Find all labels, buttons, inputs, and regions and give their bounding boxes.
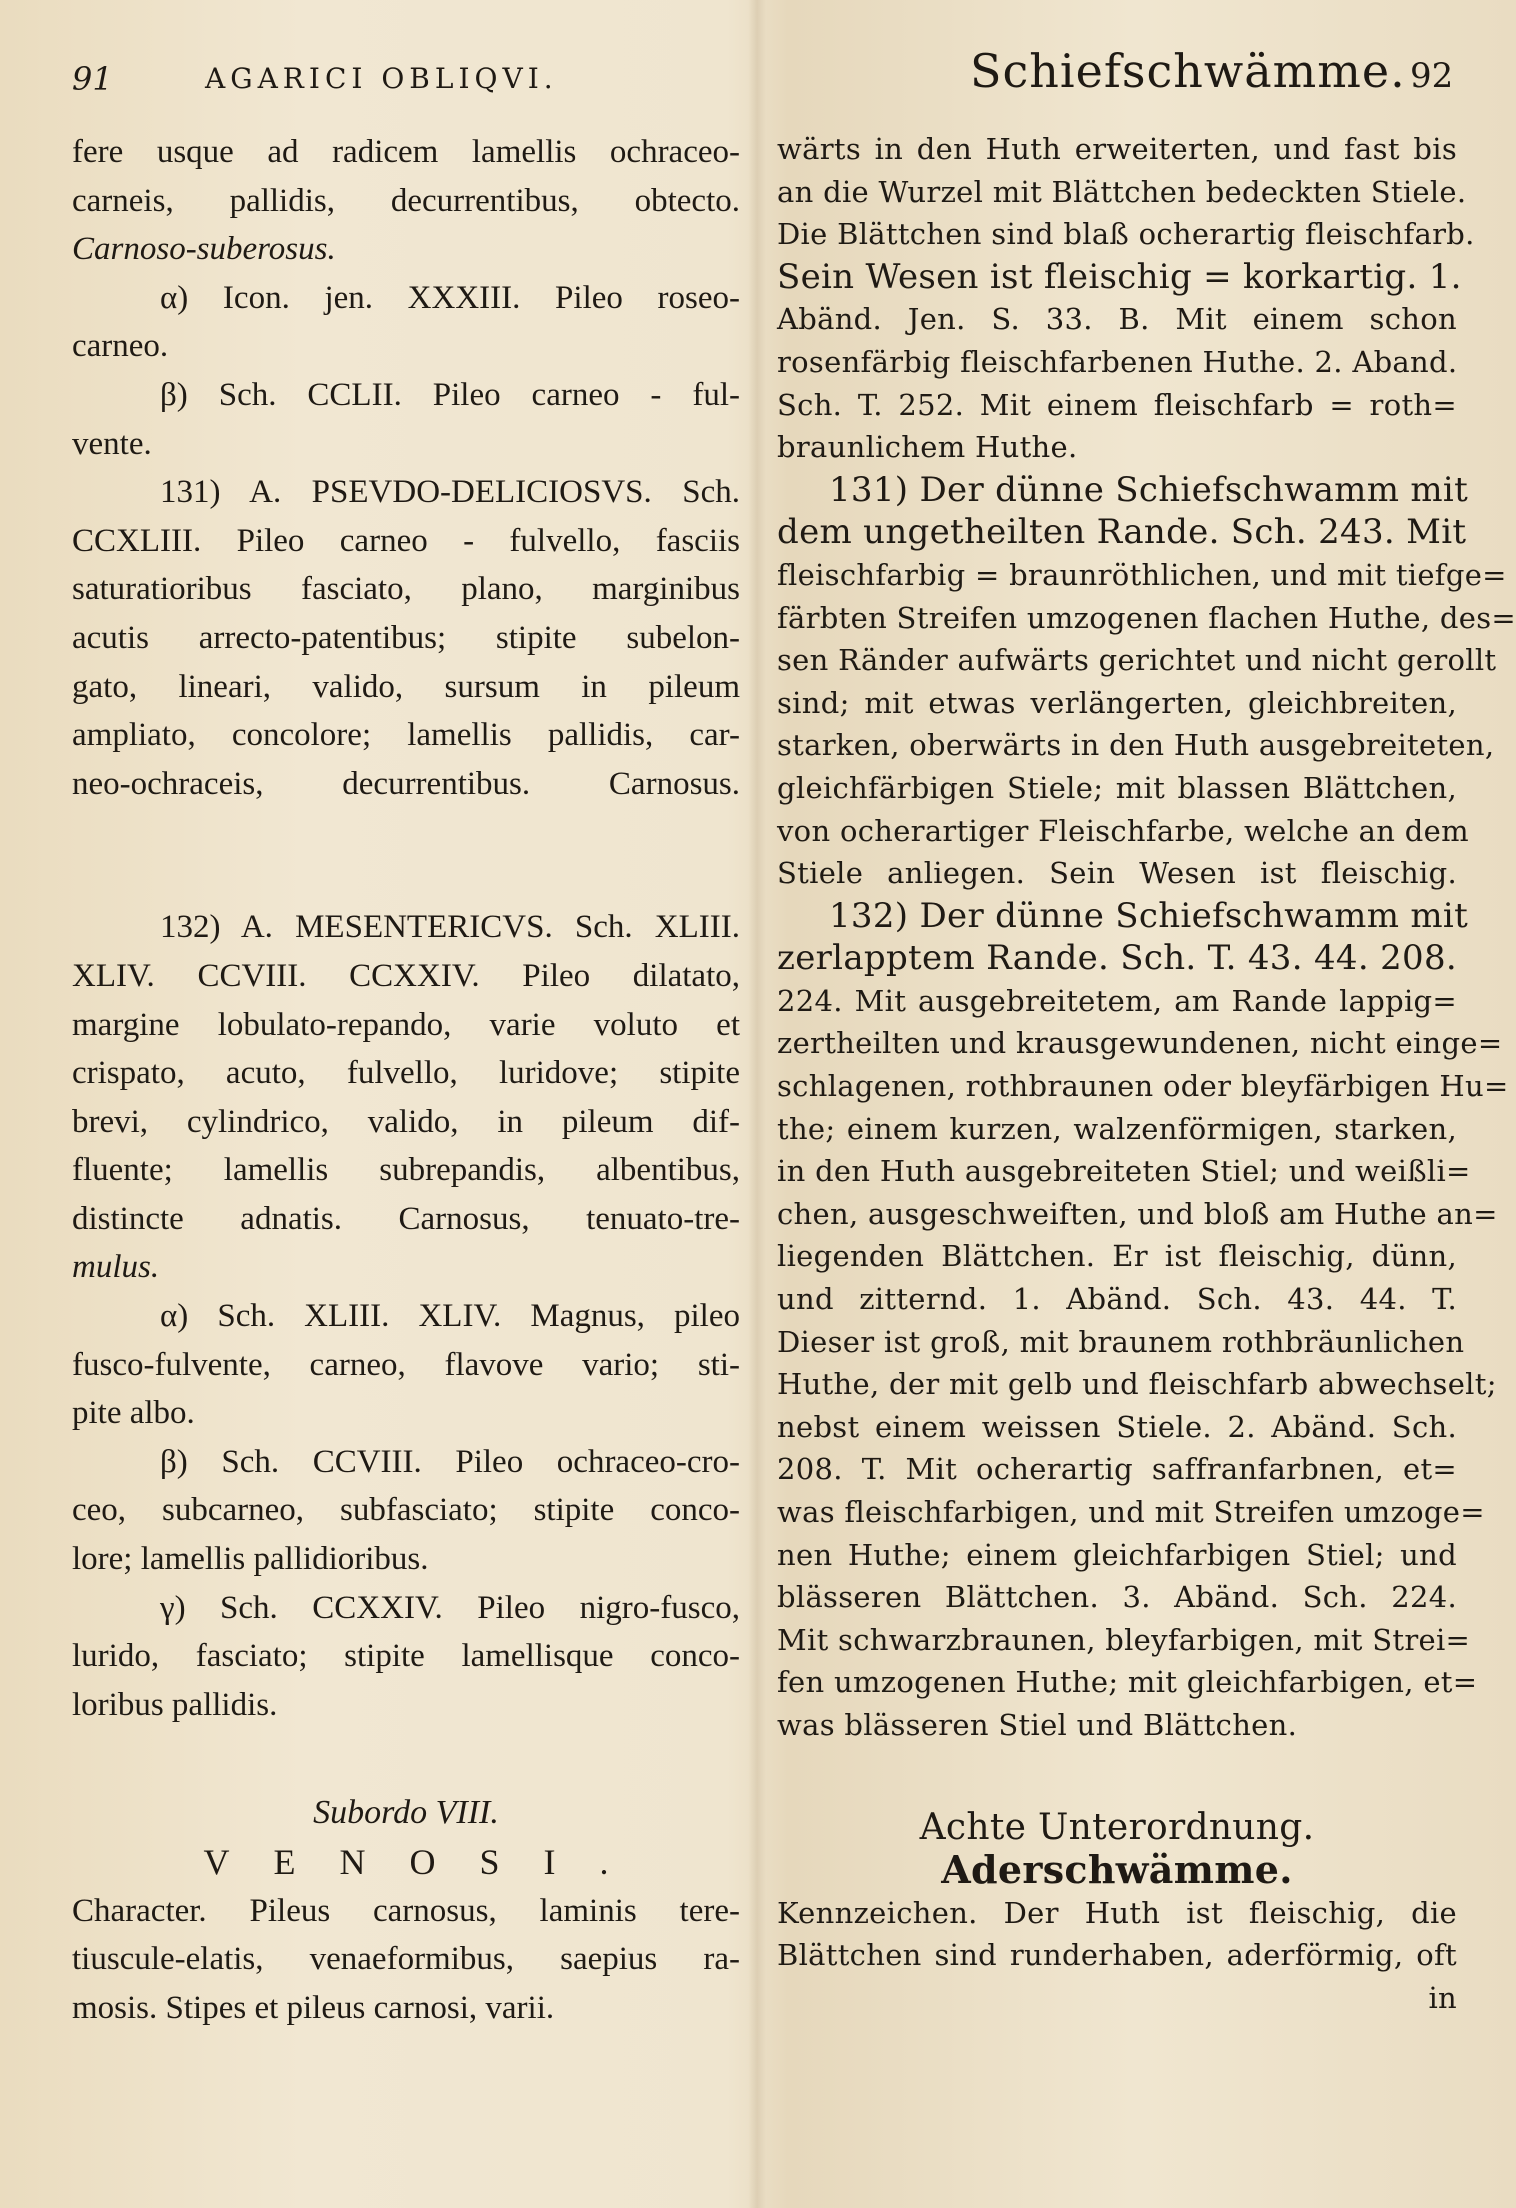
- text-line: fusco-fulvente, carneo, flavove vario; sti-: [72, 1346, 740, 1383]
- text-line: Carnoso-suberosus.: [72, 231, 336, 268]
- character-line: Character. Pileus carnosus, laminis tere-: [72, 1892, 740, 1929]
- text-line: lore; lamellis pallidioribus.: [72, 1541, 429, 1578]
- text-line: α) Sch. XLIII. XLIV. Magnus, pileo: [160, 1298, 740, 1335]
- subordo-heading: Subordo VIII.: [313, 1794, 499, 1832]
- text-line: fere usque ad radicem lamellis ochraceo-: [72, 134, 740, 170]
- text-line: β) Sch. CCVIII. Pileo ochraceo-cro-: [160, 1443, 740, 1480]
- text-line: ceo, subcarneo, subfasciato; stipite conco-: [72, 1492, 740, 1529]
- text-line: XLIV. CCVIII. CCXXIV. Pileo dilatato,: [72, 957, 740, 994]
- text-line: Abänd. Jen. S. 33. B. Mit einem schon: [777, 302, 1457, 337]
- text-line: braunlichem Huthe.: [777, 430, 1078, 465]
- text-line: mosis. Stipes et pileus carnosi, varii.: [72, 1989, 555, 2026]
- kennzeichen-line: Kennzeichen. Der Huth ist fleischig, die: [777, 1895, 1457, 1930]
- text-line: nen Huthe; einem gleichfarbigen Stiel; und: [777, 1537, 1457, 1572]
- text-line: Huthe, der mit gelb und fleischfarb abwechselt;: [777, 1367, 1497, 1402]
- page-fold-shadow: [748, 0, 766, 2208]
- text-line: fleischfarbig = braunröthlichen, und mit tiefge=: [777, 557, 1507, 592]
- text-line: liegenden Blättchen. Er ist fleischig, dünn,: [777, 1239, 1457, 1274]
- text-line: rosenfärbig fleischfarbenen Huthe. 2. Aband.: [777, 344, 1458, 379]
- text-line: acutis arrecto-patentibus; stipite subelon-: [72, 619, 740, 656]
- text-line: lurido, fasciato; stipite lamellisque conco-: [72, 1638, 740, 1675]
- text-line: Blättchen sind runderhaben, aderförmig, oft: [777, 1938, 1457, 1973]
- text-line: in den Huth ausgebreiteten Stiel; und weißli=: [777, 1154, 1471, 1189]
- section-title-venosi: VENOSI.: [203, 1842, 653, 1882]
- right-running-title: Schiefschwämme.: [970, 44, 1406, 98]
- text-line: sind; mit etwas verlängerten, gleichbreiten,: [777, 685, 1457, 720]
- left-running-title: AGARICI OBLIQVI.: [205, 62, 558, 95]
- text-line: Die Blättchen sind blaß ocherartig fleischfarb.: [777, 217, 1475, 252]
- catchword: in: [1428, 1980, 1457, 2015]
- left-page-number: 91: [72, 60, 113, 98]
- text-line: margine lobulato-repando, varie voluto et: [72, 1006, 740, 1043]
- text-line: was blässeren Stiel und Blättchen.: [777, 1707, 1298, 1742]
- text-line: blässeren Blättchen. 3. Abänd. Sch. 224.: [777, 1580, 1457, 1615]
- text-line: distincte adnatis. Carnosus, tenuato-tre-: [72, 1200, 740, 1237]
- text-line: brevi, cylindrico, valido, in pileum dif-: [72, 1103, 740, 1140]
- species-heading-131-de: 131) Der dünne Schiefschwamm mit: [829, 469, 1469, 510]
- text-line: sen Ränder aufwärts gerichtet und nicht gerollt: [777, 643, 1497, 678]
- right-column-german: [777, 128, 1516, 2020]
- text-line: starken, oberwärts in den Huth ausgebreiteten,: [777, 728, 1495, 763]
- text-line: und zitternd. 1. Abänd. Sch. 43. 44. T.: [777, 1282, 1457, 1317]
- text-line: zertheilten und krausgewundenen, nicht einge=: [777, 1026, 1503, 1061]
- text-line: carneo.: [72, 328, 169, 365]
- species-heading-132-de: 132) Der dünne Schiefschwamm mit: [829, 895, 1469, 936]
- text-line: Stiele anliegen. Sein Wesen ist fleischig.: [777, 856, 1457, 891]
- text-line: chen, ausgeschweiften, und bloß am Huthe an=: [777, 1196, 1498, 1231]
- left-column-latin: [72, 128, 740, 2032]
- text-line: fen umzogenen Huthe; mit gleichfarbigen, et=: [777, 1665, 1478, 1700]
- text-line: γ) Sch. CCXXIV. Pileo nigro-fusco,: [160, 1589, 740, 1626]
- text-line: Dieser ist groß, mit braunem rothbräunlichen: [777, 1324, 1465, 1359]
- text-line: crispato, acuto, fulvello, luridove; stipite: [72, 1055, 740, 1092]
- page-header: [60, 42, 1460, 112]
- text-line: nebst einem weissen Stiele. 2. Abänd. Sch.: [777, 1409, 1457, 1444]
- text-line: mulus.: [72, 1249, 160, 1286]
- text-line: saturatioribus fasciato, plano, marginibus: [72, 571, 740, 608]
- text-line: dem ungetheilten Rande. Sch. 243. Mit: [777, 512, 1467, 553]
- text-line: gato, lineari, valido, sursum in pileum: [72, 668, 740, 705]
- text-line: Sch. T. 252. Mit einem fleischfarb = roth=: [777, 387, 1457, 422]
- text-line: vente.: [72, 425, 152, 462]
- text-line: pite albo.: [72, 1395, 195, 1432]
- species-heading-131: 131) A. PSEVDO-DELICIOSVS. Sch.: [160, 474, 740, 511]
- section-title-aderschwaemme: Aderschwämme.: [941, 1847, 1293, 1893]
- text-line: CCXLIII. Pileo carneo - fulvello, fasciis: [72, 522, 740, 559]
- text-line: 208. T. Mit ocherartig saffranfarbnen, et=: [777, 1452, 1457, 1487]
- text-line: the; einem kurzen, walzenförmigen, starken,: [777, 1111, 1457, 1146]
- text-line: loribus pallidis.: [72, 1686, 278, 1723]
- text-line: von ocherartiger Fleischfarbe, welche an dem: [777, 813, 1469, 848]
- species-heading-132: 132) A. MESENTERICVS. Sch. XLIII.: [160, 909, 740, 946]
- text-line: wärts in den Huth erweiterten, und fast bis: [777, 132, 1457, 166]
- text-line: Mit schwarzbraunen, bleyfarbigen, mit Strei=: [777, 1622, 1471, 1657]
- text-line: fluente; lamellis subrepandis, albentibus,: [72, 1152, 740, 1189]
- text-line: tiuscule-elatis, venaeformibus, saepius ra-: [72, 1941, 740, 1978]
- text-line: was fleischfarbigen, und mit Streifen umzoge=: [777, 1495, 1485, 1529]
- right-page-number: 92: [1410, 56, 1454, 96]
- section-heading-de: Achte Unterordnung.: [919, 1806, 1315, 1848]
- text-line: α) Icon. jen. XXXIII. Pileo roseo-: [160, 279, 740, 316]
- text-line: an die Wurzel mit Blättchen bedeckten Stiele.: [777, 174, 1467, 209]
- text-line: färbten Streifen umzogenen flachen Huthe, des=: [777, 600, 1516, 635]
- text-line: ampliato, concolore; lamellis pallidis, car-: [72, 717, 740, 754]
- text-line: schlagenen, rothbraunen oder bleyfärbigen Hu=: [777, 1069, 1509, 1104]
- text-line: zerlapptem Rande. Sch. T. 43. 44. 208.: [777, 938, 1457, 979]
- text-line: carneis, pallidis, decurrentibus, obtecto.: [72, 182, 740, 219]
- text-line: neo-ochraceis, decurrentibus. Carnosus.: [72, 765, 740, 802]
- text-line: 224. Mit ausgebreitetem, am Rande lappig=: [777, 983, 1457, 1018]
- text-line: β) Sch. CCLII. Pileo carneo - ful-: [160, 376, 740, 413]
- text-line: gleichfärbigen Stiele; mit blassen Blättchen,: [777, 770, 1457, 805]
- text-line: Sein Wesen ist fleischig = korkartig. 1.: [777, 256, 1462, 297]
